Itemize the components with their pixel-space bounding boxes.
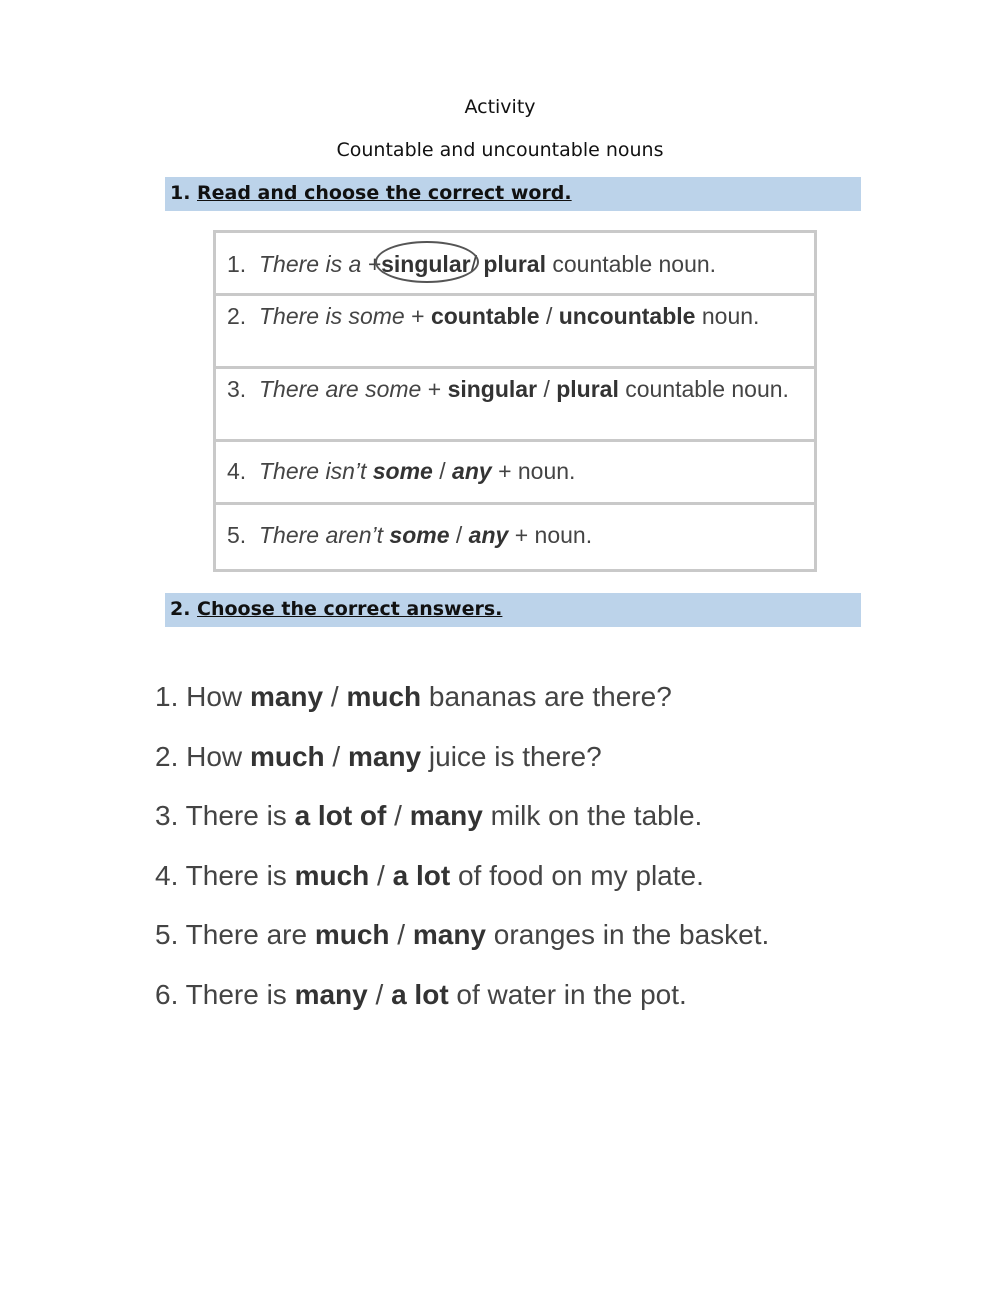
question-post: oranges in the basket.: [493, 919, 770, 950]
separator: /: [439, 458, 446, 484]
row-stem: There is some: [259, 303, 405, 329]
example-row: [216, 296, 814, 369]
option-2[interactable]: many: [412, 919, 487, 950]
question-pre: There is: [185, 800, 287, 831]
example-row: [216, 369, 814, 442]
question-pre: There is: [185, 978, 287, 1010]
separator: /: [394, 800, 402, 831]
separator: /: [397, 919, 406, 950]
page-title: Activity: [464, 96, 536, 118]
row-number: 4.: [227, 458, 247, 484]
question-post: juice is there?: [428, 740, 602, 772]
question-post: of water in the pot.: [456, 978, 687, 1010]
question-number: 3.: [155, 800, 179, 831]
question-number: 2.: [155, 740, 179, 772]
option-1[interactable]: many: [249, 681, 324, 712]
option-1[interactable]: much: [314, 919, 390, 950]
example-box: [213, 230, 817, 572]
question-pre: How: [186, 681, 243, 712]
question-item: [155, 678, 915, 738]
separator: /: [543, 376, 550, 402]
example-row: [216, 233, 814, 296]
option-2[interactable]: many: [409, 800, 483, 831]
question-post: milk on the table.: [490, 800, 703, 831]
plus-sign: +: [411, 303, 425, 329]
separator: /: [545, 303, 553, 329]
option-1[interactable]: a lot of: [294, 800, 387, 831]
section-2-instruction: Choose the correct answers.: [197, 598, 503, 620]
row-stem: There are some: [259, 376, 422, 402]
option-1[interactable]: some: [372, 458, 433, 484]
question-number: 6.: [155, 978, 179, 1010]
row-content: [259, 299, 794, 333]
question-post: bananas are there?: [428, 681, 672, 712]
option-1[interactable]: some: [389, 522, 450, 548]
row-tail: countable noun.: [552, 251, 717, 277]
example-row: [216, 505, 814, 569]
question-number: 5.: [155, 919, 179, 950]
separator: /: [377, 859, 385, 891]
section-1-number: 1.: [170, 182, 191, 204]
option-2[interactable]: plural: [483, 251, 546, 277]
circled-answer[interactable]: [381, 247, 470, 281]
circle-mark: [375, 241, 478, 283]
row-stem: There aren’t: [259, 522, 384, 548]
row-content: [259, 454, 794, 488]
page-subtitle: Countable and uncountable nouns: [336, 139, 664, 161]
option-1[interactable]: much: [249, 740, 325, 772]
separator: /: [330, 681, 339, 712]
row-number: 1.: [227, 251, 247, 277]
section-1-instruction: Read and choose the correct word.: [197, 182, 572, 204]
question-number: 4.: [155, 859, 179, 891]
separator: /: [375, 978, 384, 1010]
section-1-header: [165, 177, 861, 211]
option-2[interactable]: many: [347, 740, 422, 772]
question-item: [155, 857, 915, 917]
question-pre: There are: [185, 919, 308, 950]
row-tail: countable noun.: [625, 376, 789, 402]
option-1[interactable]: many: [294, 978, 368, 1010]
question-list: [155, 678, 915, 1035]
row-number: 5.: [227, 522, 247, 548]
option-2[interactable]: uncountable: [558, 303, 696, 329]
option-1[interactable]: much: [294, 859, 370, 891]
row-tail: + noun.: [498, 458, 576, 484]
option-2[interactable]: a lot: [391, 978, 449, 1010]
question-pre: There is: [185, 859, 287, 891]
question-item: [155, 976, 915, 1036]
row-tail: + noun.: [514, 522, 593, 548]
section-2-header: [165, 593, 861, 627]
row-tail: noun.: [701, 303, 760, 329]
row-content: [259, 372, 794, 406]
question-number: 1.: [155, 681, 179, 712]
row-stem: There isn’t: [259, 458, 367, 484]
option-2[interactable]: much: [346, 681, 422, 712]
option-1[interactable]: countable: [430, 303, 540, 329]
option-1[interactable]: singular: [447, 376, 538, 402]
row-content: [259, 247, 794, 281]
row-number: 2.: [227, 303, 247, 329]
section-2-number: 2.: [170, 598, 191, 620]
row-content: [259, 518, 794, 552]
separator: /: [455, 522, 463, 548]
separator: /: [332, 740, 341, 772]
row-number: 3.: [227, 376, 247, 402]
question-post: of food on my plate.: [457, 859, 704, 891]
question-item: [155, 916, 915, 976]
option-2[interactable]: any: [452, 458, 492, 484]
question-item: [155, 797, 915, 857]
question-item: [155, 738, 915, 798]
option-1: singular: [381, 251, 471, 277]
separator: /: [470, 251, 477, 277]
example-row: [216, 442, 814, 505]
question-pre: How: [186, 740, 243, 772]
row-stem: There is a +: [259, 251, 382, 277]
option-2[interactable]: a lot: [392, 859, 451, 891]
plus-sign: +: [427, 376, 442, 402]
option-2[interactable]: plural: [556, 376, 619, 402]
option-2[interactable]: any: [468, 522, 509, 548]
